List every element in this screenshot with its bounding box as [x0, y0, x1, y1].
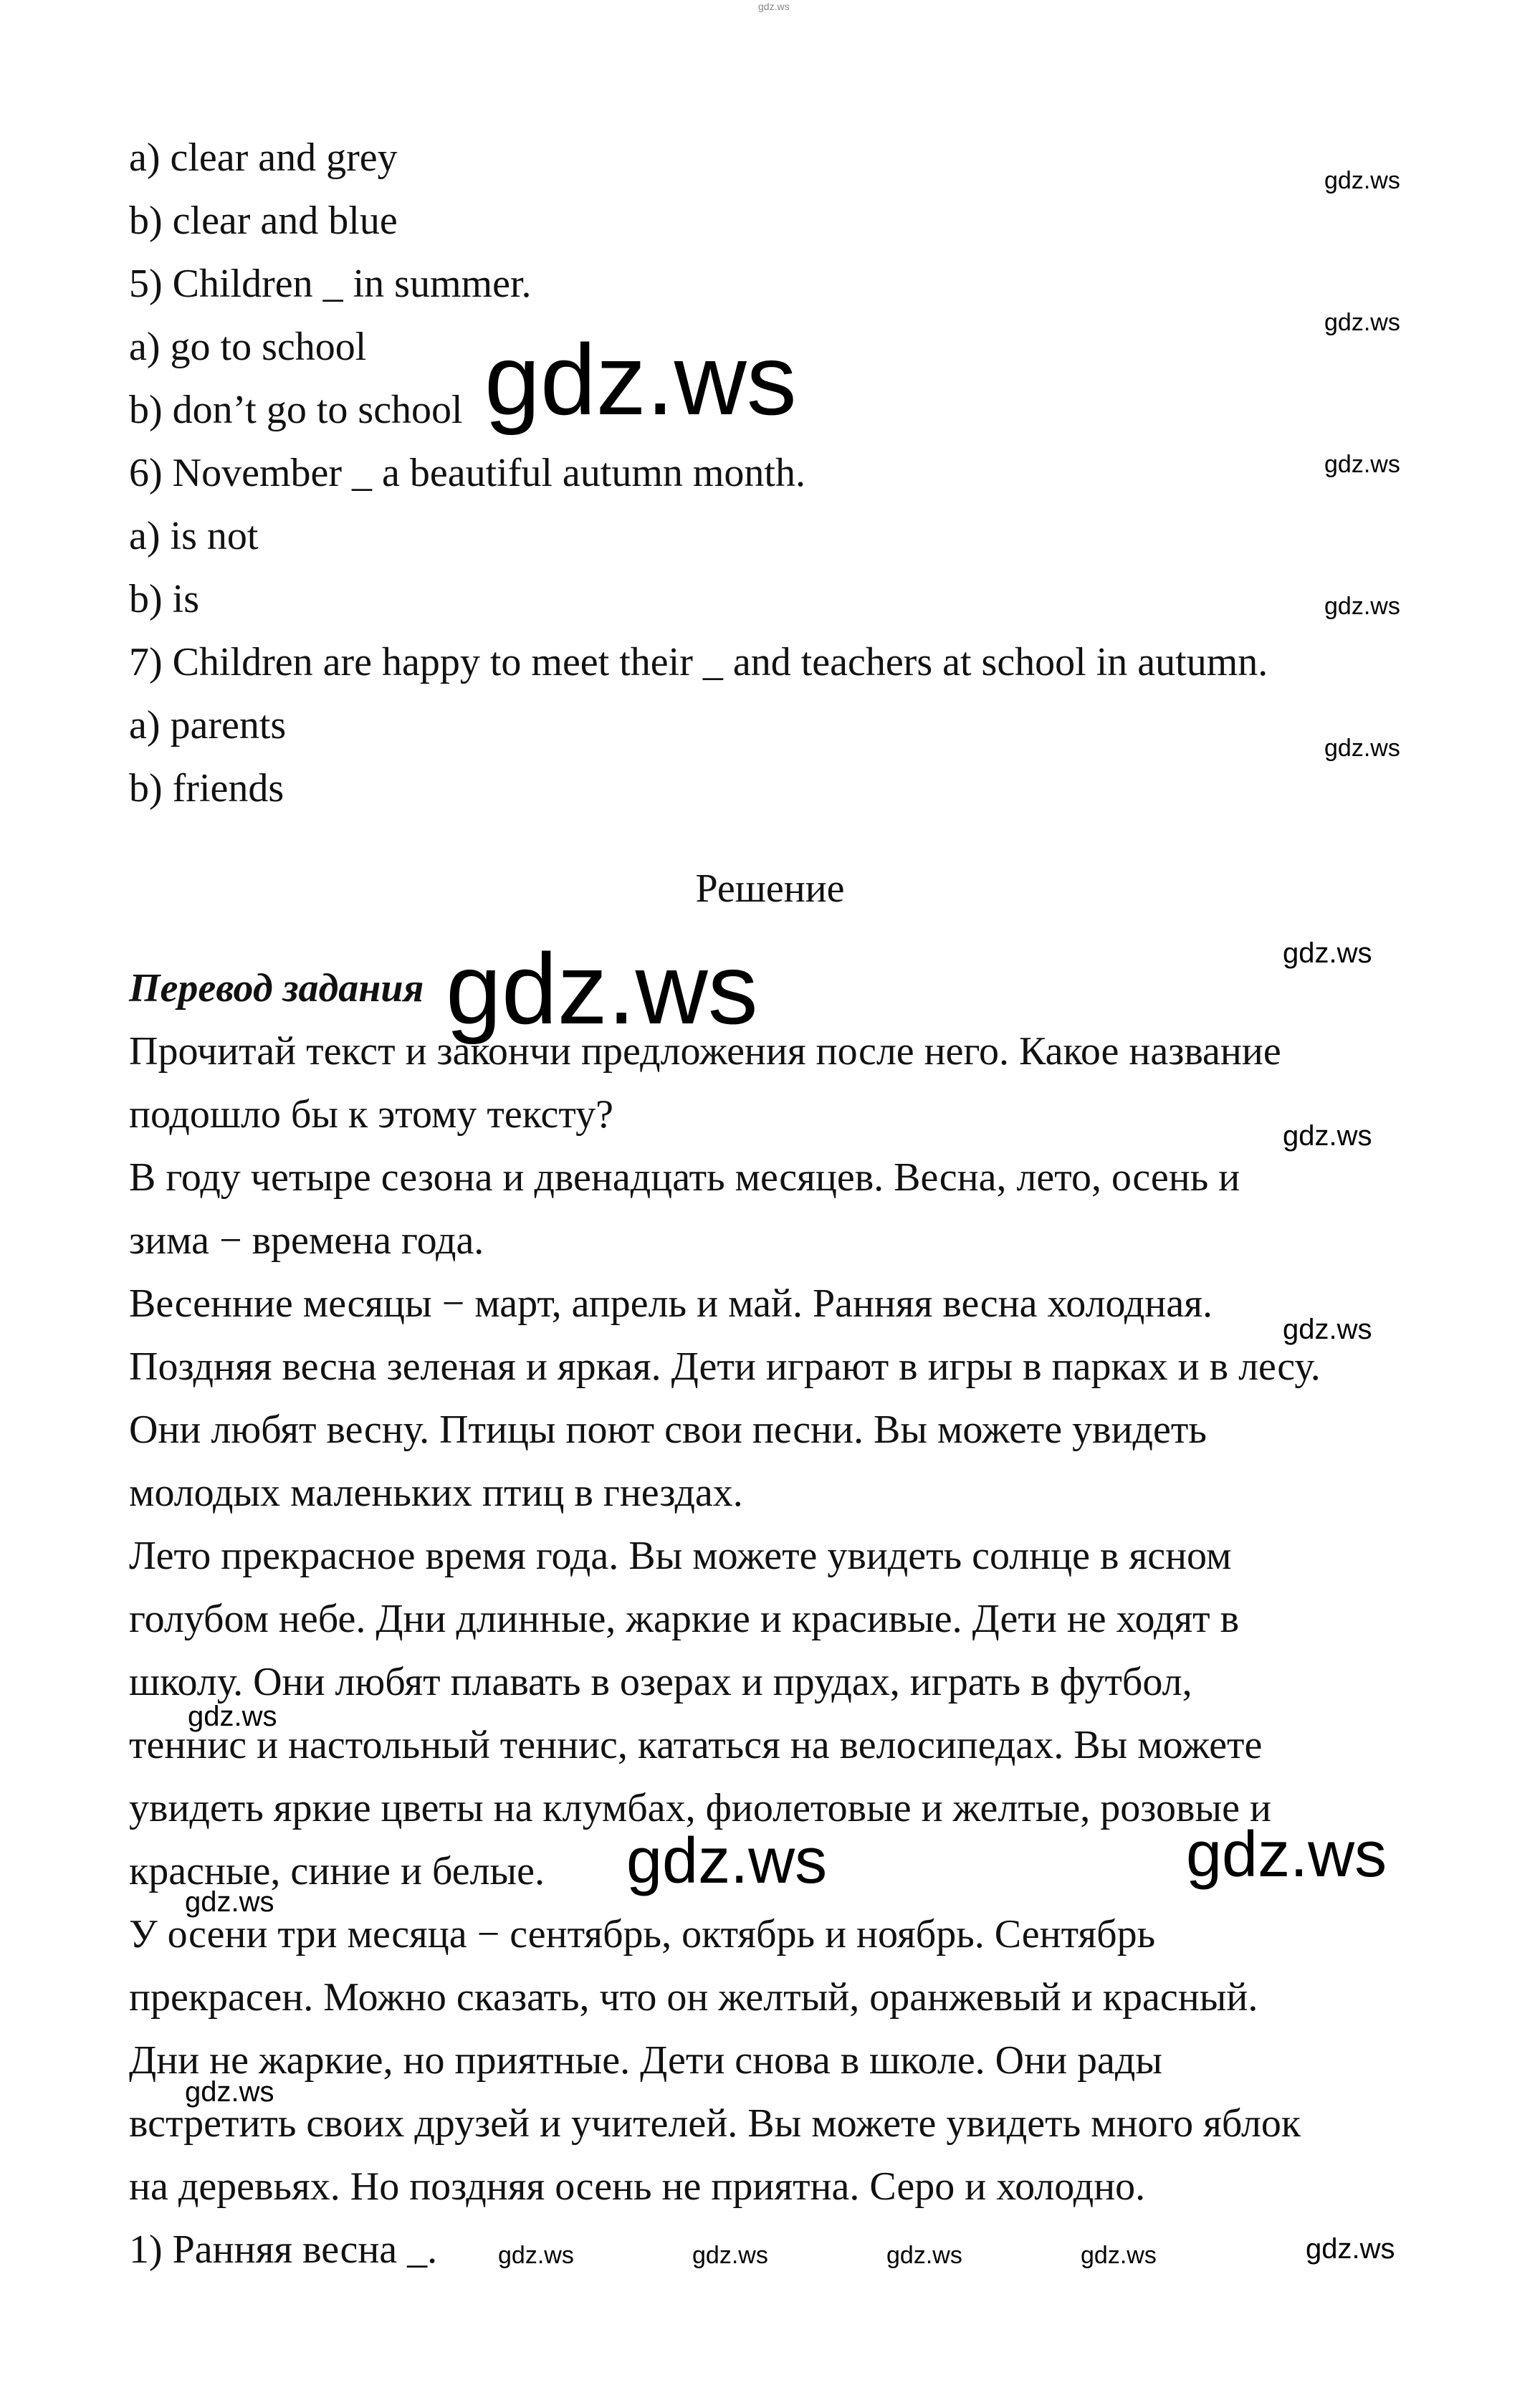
watermark: gdz.ws — [692, 2242, 768, 2269]
watermark: gdz.ws — [446, 932, 758, 1045]
translation-line: увидеть яркие цветы на клумбах, фиолетовые и желтые, розовые и — [129, 1786, 1271, 1830]
translation-line: В году четыре сезона и двенадцать месяцев. Весна, лето, осень и — [129, 1155, 1240, 1200]
watermark: gdz.ws — [758, 1, 790, 12]
watermark: gdz.ws — [1186, 1819, 1387, 1891]
text-line: b) clear and blue — [129, 199, 398, 243]
translation-line: красные, синие и белые. — [129, 1849, 545, 1893]
watermark: gdz.ws — [484, 323, 797, 436]
translation-line: на деревьях. Но поздняя осень не приятна. Серо и холодно. — [129, 2164, 1146, 2209]
watermark: gdz.ws — [1324, 167, 1400, 194]
section-heading: Решение — [695, 866, 845, 911]
translation-line: подошло бы к этому тексту? — [129, 1092, 613, 1137]
watermark: gdz.ws — [1306, 2233, 1395, 2265]
translation-line: Поздняя весна зеленая и яркая. Дети играют в игры в парках и в лесу. — [129, 1344, 1321, 1389]
translation-subheading: Перевод задания — [129, 966, 424, 1011]
translation-line: встретить своих друзей и учителей. Вы можете увидеть много яблок — [129, 2101, 1301, 2146]
watermark: gdz.ws — [188, 1701, 277, 1732]
watermark: gdz.ws — [626, 1825, 828, 1897]
watermark: gdz.ws — [1324, 309, 1400, 336]
translation-line: молодых маленьких птиц в гнездах. — [129, 1471, 743, 1515]
translation-line: голубом небе. Дни длинные, жаркие и красивые. Дети не ходят в — [129, 1597, 1240, 1641]
watermark: gdz.ws — [1324, 735, 1400, 762]
translation-line: школу. Они любят плавать в озерах и прудах, играть в футбол, — [129, 1660, 1192, 1704]
translation-line: 1) Ранняя весна _. — [129, 2227, 438, 2272]
text-line: 6) November _ a beautiful autumn month. — [129, 451, 805, 495]
watermark: gdz.ws — [1283, 1314, 1372, 1345]
translation-line: прекрасен. Можно сказать, что он желтый, оранжевый и красный. — [129, 1975, 1258, 2020]
translation-line: Прочитай текст и закончи предложения после него. Какое название — [129, 1029, 1281, 1074]
text-line: 7) Children are happy to meet their _ and teachers at school in autumn. — [129, 640, 1268, 684]
text-line: a) is not — [129, 514, 259, 558]
watermark: gdz.ws — [886, 2242, 962, 2269]
text-line: a) go to school — [129, 325, 367, 369]
translation-line: Лето прекрасное время года. Вы можете увидеть солнце в ясном — [129, 1534, 1232, 1578]
watermark: gdz.ws — [1081, 2242, 1157, 2269]
watermark: gdz.ws — [185, 1886, 274, 1918]
watermark: gdz.ws — [185, 2076, 274, 2108]
translation-line: теннис и настольный теннис, кататься на велосипедах. Вы можете — [129, 1723, 1263, 1767]
watermark: gdz.ws — [1324, 593, 1400, 620]
translation-line: зима − времена года. — [129, 1218, 484, 1263]
watermark: gdz.ws — [1324, 451, 1400, 478]
translation-line: Весенние месяцы − март, апрель и май. Ранняя весна холодная. — [129, 1281, 1213, 1326]
watermark: gdz.ws — [498, 2242, 574, 2269]
watermark: gdz.ws — [1283, 1120, 1372, 1152]
watermark: gdz.ws — [1283, 937, 1372, 969]
text-line: b) friends — [129, 766, 284, 811]
text-line: a) clear and grey — [129, 135, 398, 180]
translation-line: Они любят весну. Птицы поют свои песни. Вы можете увидеть — [129, 1408, 1207, 1452]
text-line: 5) Children _ in summer. — [129, 262, 532, 306]
translation-line: Дни не жаркие, но приятные. Дети снова в школе. Они рады — [129, 2038, 1163, 2083]
text-line: a) parents — [129, 703, 287, 747]
text-line: b) is — [129, 577, 199, 621]
text-line: b) don’t go to school — [129, 388, 463, 432]
translation-line: У осени три месяца − сентябрь, октябрь и ноябрь. Сентябрь — [129, 1912, 1156, 1957]
